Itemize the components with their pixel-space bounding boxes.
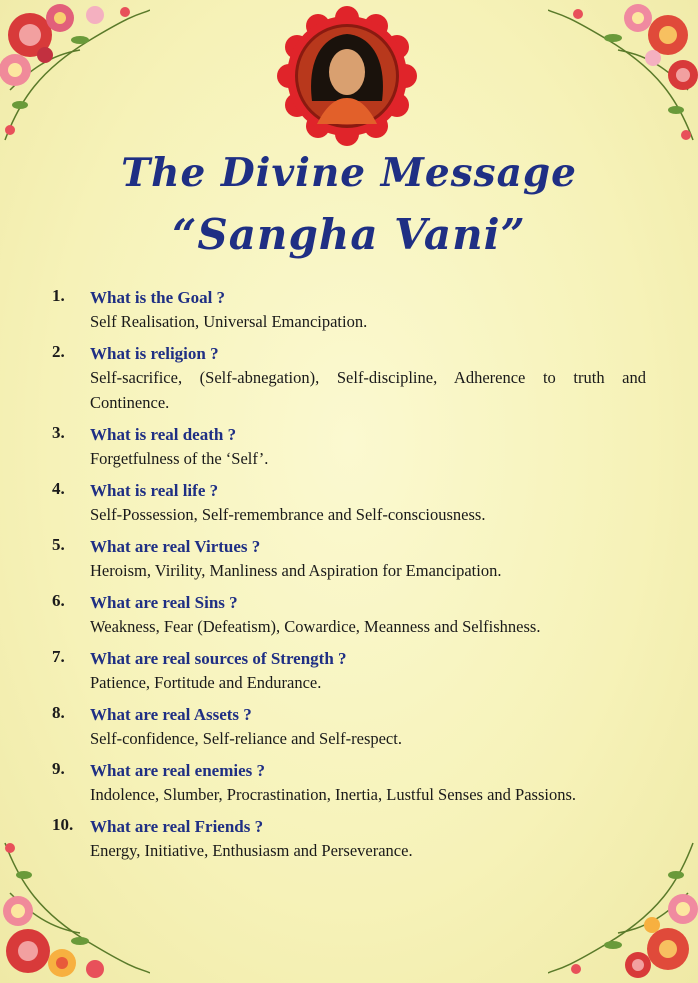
portrait-medallion xyxy=(277,6,417,146)
item-number: 2. xyxy=(52,342,65,361)
list-item xyxy=(52,815,646,863)
item-answer: Self Realisation, Universal Emancipation. xyxy=(90,312,368,331)
item-number: 7. xyxy=(52,647,65,666)
item-question: What is real life ? xyxy=(90,481,219,500)
item-question: What is real death ? xyxy=(90,425,237,444)
item-question: What are real Assets ? xyxy=(90,705,252,724)
floral-corner-top-right xyxy=(548,0,698,160)
item-number: 6. xyxy=(52,591,65,610)
list-item xyxy=(52,647,646,695)
item-number: 3. xyxy=(52,423,65,442)
item-answer: Energy, Initiative, Enthusiasm and Perseverance. xyxy=(90,841,413,860)
list-item xyxy=(52,703,646,751)
floral-corner-top-left xyxy=(0,0,150,160)
list-item xyxy=(52,535,646,583)
list-item xyxy=(52,286,646,334)
item-answer: Weakness, Fear (Defeatism), Cowardice, Meanness and Selfishness. xyxy=(90,617,541,636)
item-answer: Self-sacrifice, (Self-abnegation), Self-discipline, Adherence to truth and Continence. xyxy=(90,368,646,412)
item-question: What are real sources of Strength ? xyxy=(90,649,347,668)
list-item xyxy=(52,759,646,807)
list-item xyxy=(52,479,646,527)
item-question: What are real Sins ? xyxy=(90,593,238,612)
item-number: 5. xyxy=(52,535,65,554)
item-number: 4. xyxy=(52,479,65,498)
list-item xyxy=(52,591,646,639)
page-subtitle: “Sangha Vani” xyxy=(172,210,526,259)
item-question: What is religion ? xyxy=(90,344,219,363)
item-answer: Indolence, Slumber, Procrastination, Inertia, Lustful Senses and Passions. xyxy=(90,785,577,804)
item-question: What is the Goal ? xyxy=(90,288,226,307)
item-answer: Self-confidence, Self-reliance and Self-respect. xyxy=(90,729,402,748)
item-question: What are real Friends ? xyxy=(90,817,264,836)
item-answer: Self-Possession, Self-remembrance and Self-consciousness. xyxy=(90,505,486,524)
page-title: The Divine Message xyxy=(121,150,577,196)
item-question: What are real Virtues ? xyxy=(90,537,261,556)
item-question: What are real enemies ? xyxy=(90,761,265,780)
item-answer: Forgetfulness of the ‘Self’. xyxy=(90,449,269,468)
qa-list xyxy=(52,286,646,871)
item-number: 1. xyxy=(52,286,65,305)
item-number: 10. xyxy=(52,815,74,834)
list-item xyxy=(52,342,646,415)
item-number: 9. xyxy=(52,759,65,778)
item-answer: Patience, Fortitude and Endurance. xyxy=(90,673,322,692)
item-number: 8. xyxy=(52,703,65,722)
item-answer: Heroism, Virility, Manliness and Aspiration for Emancipation. xyxy=(90,561,502,580)
list-item xyxy=(52,423,646,471)
